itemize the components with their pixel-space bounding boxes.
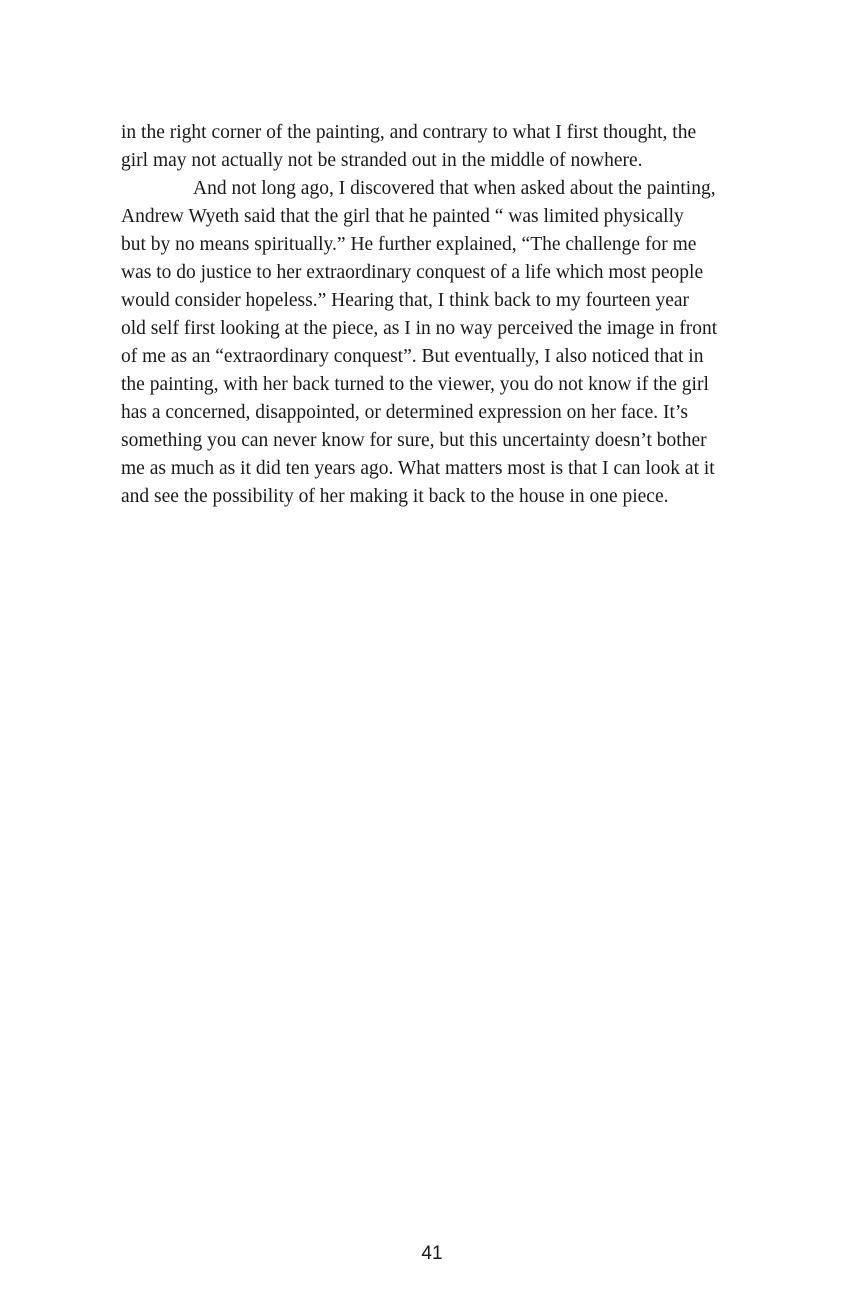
text-line: girl may not actually not be stranded out in the middle of nowhere. (121, 150, 643, 171)
page-number: 41 (421, 1243, 443, 1264)
text-line: but by no means spiritually.” He further explained, “The challenge for me (121, 234, 697, 255)
text-line: old self first looking at the piece, as I in no way perceived the image in front (121, 318, 718, 339)
text-line: something you can never know for sure, but this uncertainty doesn’t bother (121, 430, 707, 451)
body-text (121, 119, 761, 511)
text-line: would consider hopeless.” Hearing that, I think back to my fourteen year (121, 290, 690, 311)
text-line: in the right corner of the painting, and contrary to what I first thought, the (121, 122, 697, 143)
text-line: me as much as it did ten years ago. What matters most is that I can look at it (121, 458, 715, 479)
paragraph-first-line: And not long ago, I discovered that when asked about the painting, (193, 178, 716, 199)
text-line: of me as an “extraordinary conquest”. But eventually, I also noticed that in (121, 346, 704, 367)
text-line: has a concerned, disappointed, or determined expression on her face. It’s (121, 402, 688, 423)
text-line: Andrew Wyeth said that the girl that he painted “ was limited physically (121, 206, 684, 227)
text-line: was to do justice to her extraordinary conquest of a life which most people (121, 262, 704, 283)
text-line: the painting, with her back turned to the viewer, you do not know if the girl (121, 374, 709, 395)
text-line: and see the possibility of her making it back to the house in one piece. (121, 486, 669, 507)
